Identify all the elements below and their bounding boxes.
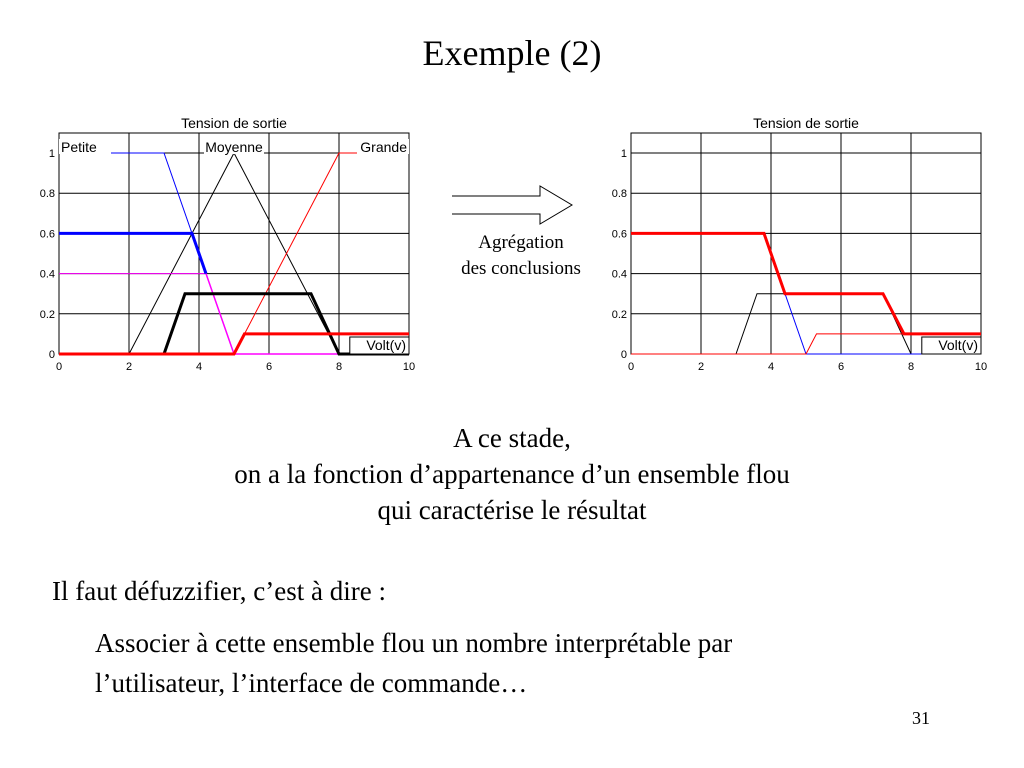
x-tick-label: 8 xyxy=(335,361,343,373)
y-tick-label: 0.8 xyxy=(611,188,627,201)
y-tick-label: 0.6 xyxy=(39,228,55,241)
plot-frame xyxy=(631,133,981,354)
series-line xyxy=(59,153,409,354)
plot-frame xyxy=(59,133,409,354)
x-tick-label: 4 xyxy=(767,361,775,373)
x-tick-label: 0 xyxy=(627,361,635,373)
y-tick-label: 0.6 xyxy=(611,228,627,241)
slide-title: Exemple (2) xyxy=(422,33,602,73)
chart-title: Tension de sortie xyxy=(753,115,859,131)
chart-right xyxy=(612,115,987,373)
x-tick-label: 2 xyxy=(125,361,133,373)
y-tick-label: 1 xyxy=(620,148,627,160)
x-tick-label: 10 xyxy=(402,361,416,373)
aggregation-label xyxy=(446,230,596,282)
y-tick-label: 0.2 xyxy=(611,308,627,321)
category-label: Moyenne xyxy=(205,139,263,155)
y-tick-label: 0.4 xyxy=(611,268,627,281)
x-tick-label: 10 xyxy=(974,361,988,373)
aggregation-label-line-2: des conclusions xyxy=(461,258,581,279)
chart-title: Tension de sortie xyxy=(181,115,287,131)
aggregation-label-line-1: Agrégation xyxy=(478,232,564,253)
series-line xyxy=(59,153,409,354)
category-label: Petite xyxy=(61,139,97,155)
caption-line-3: qui caractérise le résultat xyxy=(377,495,647,525)
sub-line-2: l’utilisateur, l’interface de commande… xyxy=(95,668,528,698)
series-line xyxy=(631,233,981,334)
y-tick-label: 0.2 xyxy=(39,308,55,321)
x-tick-label: 8 xyxy=(907,361,915,373)
x-axis-label: Volt(v) xyxy=(366,337,406,353)
x-tick-label: 6 xyxy=(837,361,845,373)
y-tick-label: 1 xyxy=(48,148,55,160)
series-line xyxy=(59,233,206,273)
series-line xyxy=(59,153,409,354)
aggregation-arrow-icon xyxy=(452,186,572,224)
y-tick-label: 0 xyxy=(620,349,627,361)
sub-line-1: Associer à cette ensemble flou un nombre interprétable par xyxy=(95,628,733,658)
x-axis-label: Volt(v) xyxy=(938,337,978,353)
x-tick-label: 4 xyxy=(195,361,203,373)
caption xyxy=(0,420,1024,528)
caption-line-1: A ce stade, xyxy=(453,423,571,453)
body-line: Il faut défuzzifier, c’est à dire : xyxy=(52,576,386,606)
x-tick-label: 6 xyxy=(265,361,273,373)
x-tick-label: 2 xyxy=(697,361,705,373)
chart-left xyxy=(40,115,415,373)
caption-line-2: on a la fonction d’appartenance d’un ensemble flou xyxy=(234,459,790,489)
y-tick-label: 0 xyxy=(48,349,55,361)
x-tick-label: 0 xyxy=(55,361,63,373)
category-label: Grande xyxy=(360,139,407,155)
y-tick-label: 0.4 xyxy=(39,268,55,281)
page-number: 31 xyxy=(912,708,930,728)
y-tick-label: 0.8 xyxy=(39,188,55,201)
